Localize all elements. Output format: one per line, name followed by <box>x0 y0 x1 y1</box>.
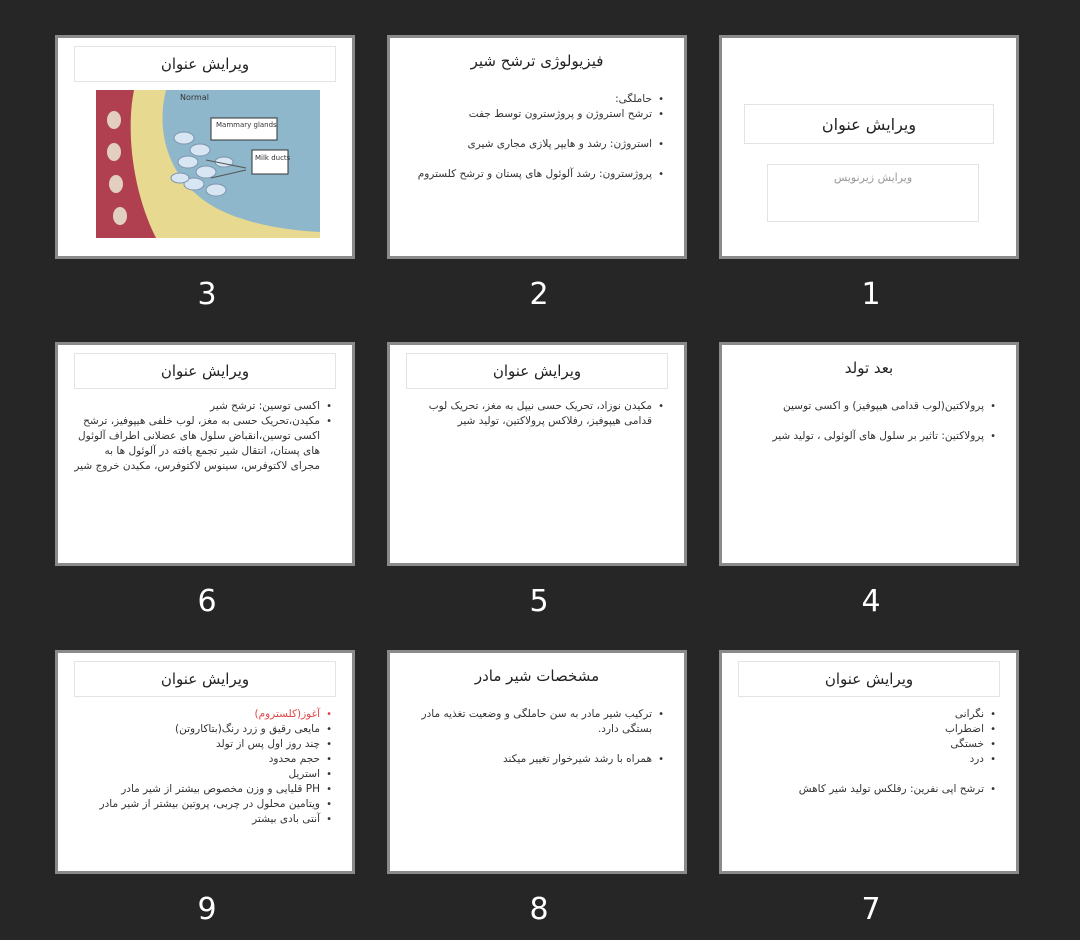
slide-number: 6 <box>197 584 217 619</box>
slide-thumbnail-3[interactable] <box>55 35 355 259</box>
bullet-item: • حجم محدود <box>74 752 320 767</box>
slide-body <box>406 707 664 767</box>
image-heading: Normal <box>180 93 209 102</box>
slide-number: 5 <box>529 584 549 619</box>
slide-title: بعد تولد <box>844 359 894 377</box>
bullet-item: • استروژن: رشد و هایپر پلازی مجاری شیری <box>406 137 652 152</box>
bullet-item: • همراه با رشد شیرخوار تغییر میکند <box>406 752 652 767</box>
slide-title: ویرایش عنوان <box>744 104 994 144</box>
bullet-item: • نگرانی <box>738 707 984 722</box>
slide-title: ویرایش عنوان <box>738 661 1000 697</box>
slide-body <box>406 399 664 429</box>
slide-body <box>74 707 332 827</box>
slide-number: 8 <box>529 892 549 927</box>
slide-number: 4 <box>861 584 881 619</box>
bullet-item: • آنتی بادی بیشتر <box>74 812 320 827</box>
bullet-item: • چند روز اول پس از تولد <box>74 737 320 752</box>
bullet-item: • پرولاکتین: تاثیر بر سلول های آلوئولی ، تولید شیر <box>738 429 984 444</box>
slide-thumbnail-6[interactable] <box>55 342 355 566</box>
bullet-item: • ویتامین محلول در چربی، پروتین بیشتر از شیر مادر <box>74 797 320 812</box>
slide-title: فیزیولوژی ترشح شیر <box>470 52 604 70</box>
bullet-item: • ترشح استروژن و پروژسترون توسط جفت <box>406 107 652 122</box>
bullet-item: • ترکیب شیر مادر به سن حاملگی و وضعیت تغذیه مادر بستگی دارد. <box>406 707 652 737</box>
slide-subtitle: ویرایش زیرنویس <box>767 164 979 222</box>
slide-number: 7 <box>861 892 881 927</box>
slide-title: ویرایش عنوان <box>74 46 336 82</box>
slide-title: ویرایش عنوان <box>74 661 336 697</box>
bullet-item: • خستگی <box>738 737 984 752</box>
bullet-item: • مکیدن،تحریک حسی به مغز، لوب خلفی هیپوفیز، ترشح اکسی توسین،انقباض سلول های عضلانی اطراف آلوئول های پستان، انتقال شیر تجمع یافته در آلوئول ها به مجرای لاکتوفرس، سینوس لاکتوفرس، مکیدن خروج شیر <box>74 414 320 474</box>
bullet-item: • پروژسترون: رشد آلوئول های پستان و ترشح کلستروم <box>406 167 652 182</box>
slide-body <box>738 707 996 797</box>
milk-ducts-label: Milk ducts <box>255 154 291 162</box>
slide-body <box>406 92 664 182</box>
bullet-item: • مکیدن نوزاد، تحریک حسی نیپل به مغز، تحریک لوب قدامی هیپوفیز، رفلاکس پرولاکتین، تولید شیر <box>406 399 652 429</box>
bullet-item: • حاملگی: <box>406 92 652 107</box>
slide-number: 2 <box>529 277 549 312</box>
bullet-item: • استریل <box>74 767 320 782</box>
bullet-item: • ترشح اپی نفرین: رفلکس تولید شیر کاهش <box>738 782 984 797</box>
slide-thumbnail-5[interactable] <box>387 342 687 566</box>
slide-number: 9 <box>197 892 217 927</box>
slide-thumbnail-1[interactable] <box>719 35 1019 259</box>
slide-thumbnail-7[interactable] <box>719 650 1019 874</box>
slide-title: ویرایش عنوان <box>406 353 668 389</box>
mammary-glands-label: Mammary glands <box>216 121 277 129</box>
slide-thumbnail-9[interactable] <box>55 650 355 874</box>
slide-thumbnail-8[interactable] <box>387 650 687 874</box>
breast-anatomy-image <box>96 90 320 238</box>
bullet-item: • PH قلیایی و وزن مخصوص بیشتر از شیر مادر <box>74 782 320 797</box>
slide-thumbnail-2[interactable] <box>387 35 687 259</box>
slide-number: 1 <box>861 277 881 312</box>
slide-body <box>74 399 332 474</box>
slide-title: مشخصات شیر مادر <box>474 667 600 685</box>
bullet-item: • مایعی رقیق و زرد رنگ(بتاکاروتن) <box>74 722 320 737</box>
bullet-item: • اکسی توسین: ترشح شیر <box>74 399 320 414</box>
slide-title: ویرایش عنوان <box>74 353 336 389</box>
bullet-item: • درد <box>738 752 984 767</box>
slide-body <box>738 399 996 444</box>
slide-number: 3 <box>197 277 217 312</box>
bullet-item: • پرولاکتین(لوب قدامی هیپوفیز) و اکسی توسین <box>738 399 984 414</box>
slide-thumbnail-4[interactable] <box>719 342 1019 566</box>
bullet-item: • اضطراب <box>738 722 984 737</box>
bullet-item-highlighted: • آغوز(کلستروم) <box>74 707 320 722</box>
